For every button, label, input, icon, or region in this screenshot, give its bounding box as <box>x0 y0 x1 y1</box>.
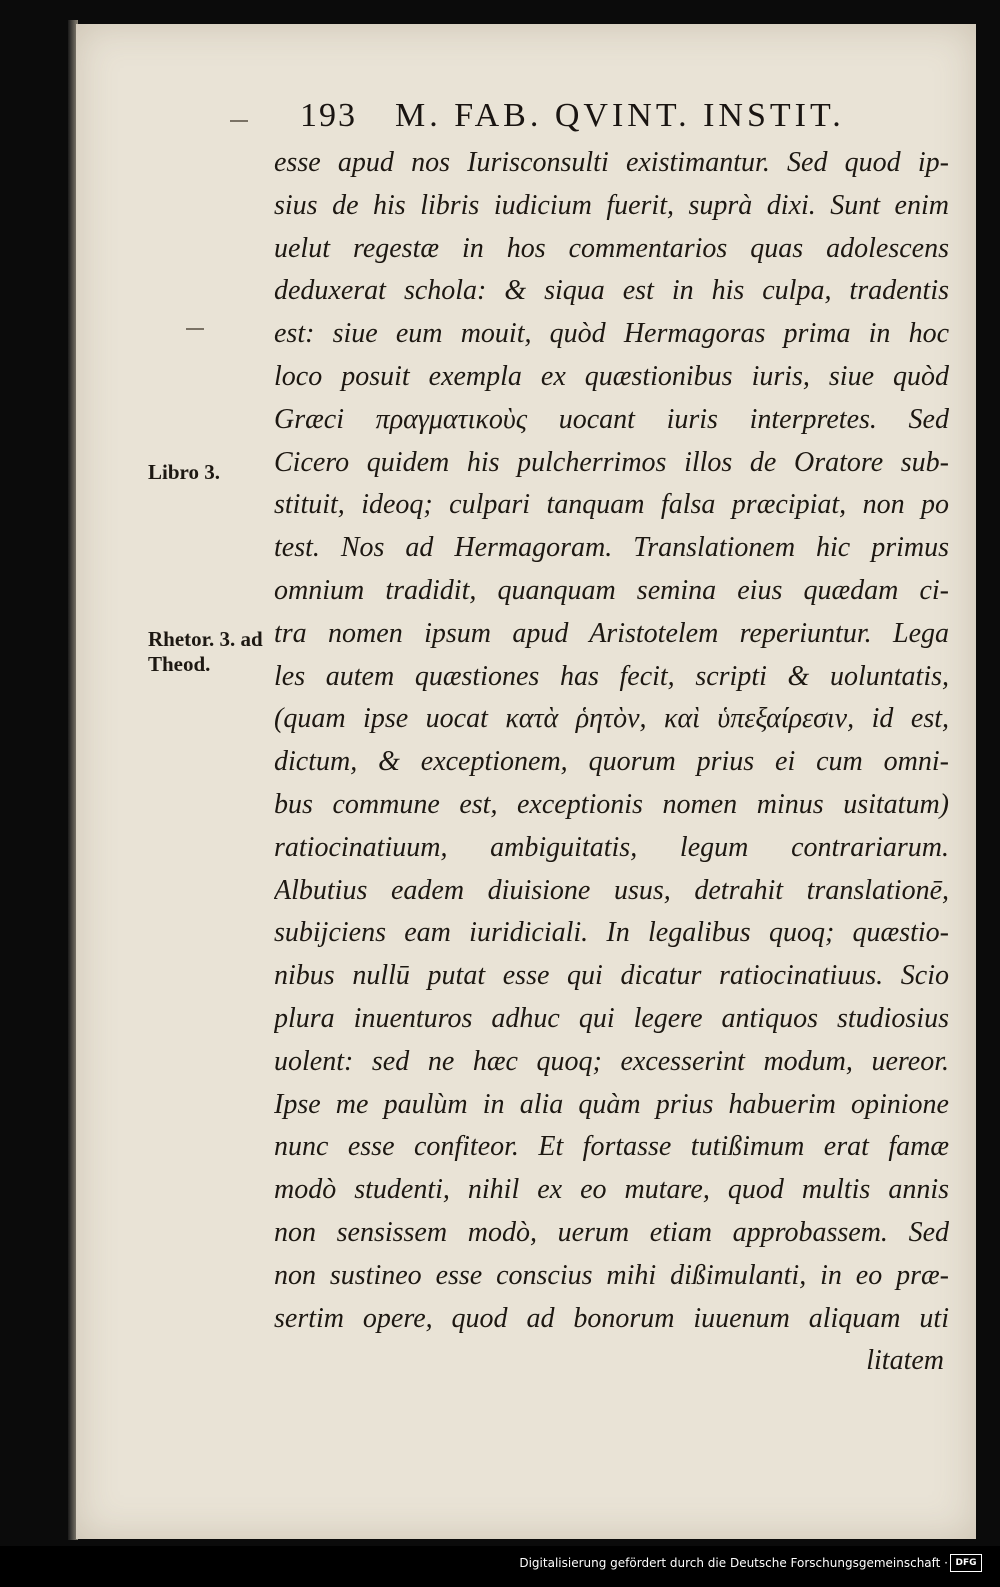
page-header <box>300 97 920 147</box>
text-line: modò studenti, nihil ex eo mutare, quod multis annis <box>274 1174 949 1206</box>
text-line: uelut regestæ in hos commentarios quas adolescens <box>274 232 949 264</box>
footer-bar <box>0 1546 1000 1587</box>
edge-mark <box>186 328 204 330</box>
text-line: les autem quæstiones has fecit, scripti & uoluntatis, <box>274 660 949 692</box>
text-line: Ipse me paulùm in alia quàm prius habuerim opinione <box>274 1088 949 1120</box>
text-line: esse apud nos Iurisconsulti existimantur. Sed quod ip- <box>274 147 949 178</box>
text-line: sius de his libris iudicium fuerit, suprà dixi. Sunt enim <box>274 189 949 221</box>
page-number: 193 <box>300 97 357 134</box>
catchword: litatem <box>866 1345 944 1377</box>
text-line: non sensissem modò, uerum etiam approbassem. Sed <box>274 1216 949 1248</box>
dfg-logo-icon: DFG <box>950 1554 982 1572</box>
text-line: ratiocinatiuum, ambiguitatis, legum contrariarum. <box>274 831 949 863</box>
running-title: M. FAB. QVINT. INSTIT. <box>395 97 845 134</box>
text-line: est: siue eum mouit, quòd Hermagoras prima in hoc <box>274 318 949 350</box>
text-line: stituit, ideoq; culpari tanquam falsa præcipiat, non po <box>274 489 949 521</box>
text-line: non sustineo esse conscius mihi dißimulanti, in eo præ- <box>274 1259 949 1291</box>
text-line: Cicero quidem his pulcherrimos illos de Oratore sub- <box>274 446 949 478</box>
footer-credit: Digitalisierung gefördert durch die Deutsche Forschungsgemeinschaft · <box>519 1556 948 1570</box>
text-line: (quam ipse uocat κατὰ ῥητὸν, καὶ ὑπεξαίρεσιν, id est, <box>274 703 949 735</box>
text-line: nibus nullū putat esse qui dicatur ratiocinatiuus. Scio <box>274 960 949 992</box>
margin-note-rhetor: Rhetor. 3. ad Theod. <box>148 627 263 676</box>
text-line: nunc esse confiteor. Et fortasse tutißimum erat famæ <box>274 1131 949 1163</box>
text-line: Græci πραγματικοὺς uocant iuris interpretes. Sed <box>274 403 949 435</box>
body-text <box>274 142 949 1383</box>
text-line: tra nomen ipsum apud Aristotelem reperiuntur. Lega <box>274 617 949 649</box>
text-line: omnium tradidit, quanquam semina eius quædam ci- <box>274 574 949 606</box>
text-line: subijciens eam iuridiciali. In legalibus quoq; quæstio- <box>274 917 949 949</box>
text-line: sertim opere, quod ad bonorum iuuenum aliquam uti <box>274 1302 949 1334</box>
text-line: deduxerat schola: & siqua est in his culpa, tradentis <box>274 275 949 307</box>
margin-note-libro: Libro 3. <box>148 460 220 484</box>
text-line: bus commune est, exceptionis nomen minus usitatum) <box>274 788 949 820</box>
text-line: loco posuit exempla ex quæstionibus iuris, siue quòd <box>274 360 949 392</box>
text-line: test. Nos ad Hermagoram. Translationem hic primus <box>274 532 949 564</box>
text-line: plura inuenturos adhuc qui legere antiquos studiosius <box>274 1002 949 1034</box>
text-line: Albutius eadem diuisione usus, detrahit translationē, <box>274 874 949 906</box>
text-line: dictum, & exceptionem, quorum prius ei cum omni- <box>274 746 949 778</box>
text-line: uolent: sed ne hæc quoq; excesserint modum, uereor. <box>274 1045 949 1077</box>
edge-mark <box>230 120 248 122</box>
